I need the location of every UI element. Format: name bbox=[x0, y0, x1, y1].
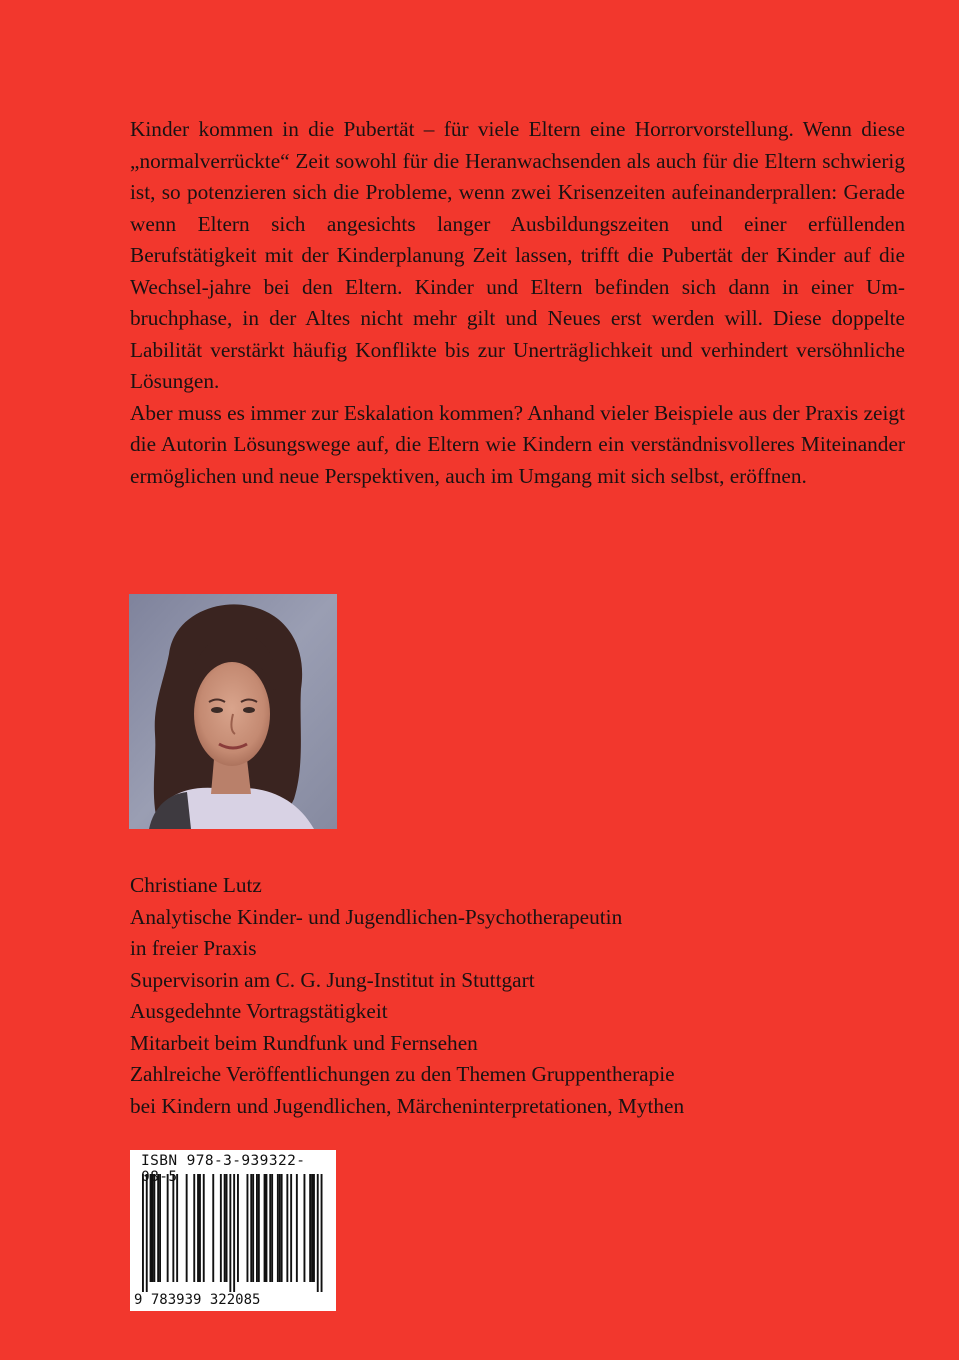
barcode-bar bbox=[186, 1174, 188, 1282]
author-photo bbox=[129, 594, 337, 829]
blurb-paragraph-1: Kinder kommen in die Pubertät – für viele Eltern eine Horrorvorstellung. Wenn diese „normalverrückte“ Zeit sowohl für die Heranwachsenden als auch für die Eltern schwierig ist, so potenzieren sich die Probleme, wenn zwei Krisenzeiten aufeinanderprallen: Gerade wenn Eltern sich angesichts langer Ausbildungszeiten und einer erfüllenden Berufstätigkeit mit der Kinderplanung Zeit lassen, trifft die Pubertät der Kinder auf die Wechsel-jahre bei den Eltern. Kinder und Eltern befinden sich dann in einer Um-bruchphase, in der Altes nicht mehr gilt und Neues erst werden will. Diese doppelte Labilität verstärkt häufig Konflikte bis zur Unerträglichkeit und verhindert versöhnliche Lösungen. bbox=[130, 117, 905, 393]
barcode-bar bbox=[264, 1174, 266, 1282]
barcode-bar bbox=[256, 1174, 258, 1282]
bio-line: Ausgedehnte Vortragstätigkeit bbox=[130, 999, 388, 1023]
barcode-bar bbox=[286, 1174, 288, 1282]
barcode-bar bbox=[250, 1174, 252, 1282]
bio-line: in freier Praxis bbox=[130, 936, 257, 960]
barcode-bar bbox=[203, 1174, 205, 1282]
barcode-bar bbox=[271, 1174, 273, 1282]
ean-digits: 9 783939 322085 bbox=[134, 1292, 261, 1308]
barcode-bar bbox=[313, 1174, 315, 1282]
barcode-bar bbox=[193, 1174, 195, 1282]
bio-line: Mitarbeit beim Rundfunk und Fernsehen bbox=[130, 1030, 478, 1055]
bio-line: Zahlreiche Veröffentlichungen zu den Themen Gruppentherapie bbox=[130, 1062, 675, 1086]
barcode-bar bbox=[157, 1174, 159, 1282]
barcode-bars bbox=[130, 1174, 336, 1292]
barcode-bar bbox=[176, 1174, 178, 1282]
barcode-bar bbox=[266, 1174, 268, 1282]
barcode-bar bbox=[279, 1174, 281, 1282]
barcode-guard-bar bbox=[142, 1174, 144, 1292]
barcode-bar bbox=[226, 1174, 228, 1282]
barcode-bar bbox=[159, 1174, 161, 1282]
barcode-guard-bar bbox=[146, 1174, 148, 1292]
barcode-bar bbox=[172, 1174, 174, 1282]
bio-line: Supervisorin am C. G. Jung-Institut in Stuttgart bbox=[130, 967, 535, 992]
barcode-bar bbox=[252, 1174, 254, 1282]
barcode-guard-bar bbox=[317, 1174, 319, 1292]
barcode-bar bbox=[150, 1174, 152, 1282]
barcode-bar bbox=[153, 1174, 155, 1282]
barcode-bar bbox=[224, 1174, 226, 1282]
barcode-bar bbox=[152, 1174, 154, 1282]
barcode-bar bbox=[199, 1174, 201, 1282]
bio-line: Analytische Kinder- und Jugendlichen-Psychotherapeutin bbox=[130, 904, 623, 929]
back-cover-blurb bbox=[130, 114, 905, 492]
isbn-label: ISBN 978-3-939322-08-5 bbox=[141, 1153, 306, 1185]
barcode-bar bbox=[167, 1174, 169, 1282]
barcode-bar bbox=[258, 1174, 260, 1282]
barcode-guard-bar bbox=[321, 1174, 323, 1292]
barcode-bar bbox=[281, 1174, 283, 1282]
barcode-guard-bar bbox=[233, 1174, 235, 1292]
barcode-bar bbox=[309, 1174, 311, 1282]
barcode-bar bbox=[197, 1174, 199, 1282]
barcode-bar bbox=[237, 1174, 239, 1282]
author-name: Christiane Lutz bbox=[130, 873, 262, 897]
barcode-guard-bar bbox=[229, 1174, 231, 1292]
blurb-paragraph-2: Aber muss es immer zur Eskalation kommen? Anhand vieler Beispiele aus der Praxis zeigt die Autorin Lösungswege auf, die Eltern wie Kindern ein verständnisvolleres Miteinander ermöglichen und neue Perspektiven, auch im Umgang mit sich selbst, eröffnen. bbox=[130, 400, 905, 488]
barcode-bar bbox=[277, 1174, 279, 1282]
bio-line: bei Kindern und Jugendlichen, Märcheninterpretationen, Mythen bbox=[130, 1093, 685, 1118]
barcode-bar bbox=[269, 1174, 271, 1282]
barcode-bar bbox=[304, 1174, 306, 1282]
author-bio bbox=[130, 870, 910, 1122]
barcode-bar bbox=[212, 1174, 214, 1282]
author-portrait-image bbox=[129, 594, 337, 829]
barcode-bar bbox=[311, 1174, 313, 1282]
barcode-bar bbox=[290, 1174, 292, 1282]
isbn-barcode bbox=[130, 1150, 336, 1311]
barcode-bar bbox=[220, 1174, 222, 1282]
barcode-bar bbox=[296, 1174, 298, 1282]
barcode-bar bbox=[247, 1174, 249, 1282]
